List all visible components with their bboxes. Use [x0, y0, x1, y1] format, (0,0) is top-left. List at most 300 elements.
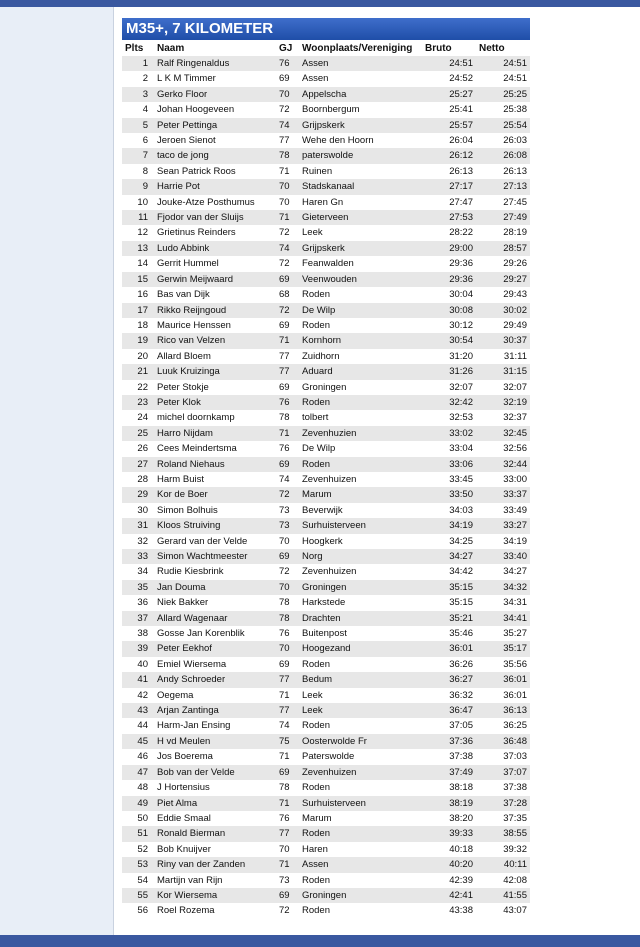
cell-plts: 7 [122, 148, 154, 163]
cell-woonplaats: Roden [299, 826, 422, 841]
cell-woonplaats: Kornhorn [299, 333, 422, 348]
cell-woonplaats: Assen [299, 71, 422, 86]
table-row [122, 718, 530, 733]
table-row [122, 611, 530, 626]
cell-bruto: 40:18 [422, 842, 476, 857]
table-row [122, 195, 530, 210]
cell-netto: 35:17 [476, 641, 530, 656]
cell-netto: 31:15 [476, 364, 530, 379]
column-header-naam: Naam [154, 40, 276, 56]
cell-gj: 71 [276, 210, 299, 225]
cell-plts: 31 [122, 518, 154, 533]
cell-naam: Kor de Boer [154, 487, 276, 502]
cell-woonplaats: Groningen [299, 580, 422, 595]
cell-netto: 38:55 [476, 826, 530, 841]
cell-naam: Gerard van der Velde [154, 534, 276, 549]
cell-woonplaats: Roden [299, 657, 422, 672]
cell-bruto: 37:38 [422, 749, 476, 764]
cell-plts: 37 [122, 611, 154, 626]
table-row [122, 595, 530, 610]
results-table-container [122, 18, 530, 919]
cell-gj: 76 [276, 56, 299, 71]
cell-bruto: 29:36 [422, 256, 476, 271]
cell-naam: Rudie Kiesbrink [154, 564, 276, 579]
table-row [122, 303, 530, 318]
cell-naam: Roel Rozema [154, 903, 276, 918]
table-row [122, 657, 530, 672]
cell-bruto: 33:45 [422, 472, 476, 487]
cell-woonplaats: Roden [299, 287, 422, 302]
table-row [122, 811, 530, 826]
cell-plts: 38 [122, 626, 154, 641]
cell-bruto: 39:33 [422, 826, 476, 841]
table-row [122, 71, 530, 86]
cell-naam: Allard Bloem [154, 349, 276, 364]
cell-netto: 32:07 [476, 380, 530, 395]
cell-netto: 29:49 [476, 318, 530, 333]
cell-plts: 47 [122, 765, 154, 780]
cell-gj: 71 [276, 426, 299, 441]
cell-bruto: 30:08 [422, 303, 476, 318]
cell-bruto: 35:15 [422, 580, 476, 595]
cell-naam: Bob van der Velde [154, 765, 276, 780]
cell-netto: 29:27 [476, 272, 530, 287]
cell-bruto: 34:27 [422, 549, 476, 564]
cell-gj: 71 [276, 333, 299, 348]
cell-plts: 15 [122, 272, 154, 287]
cell-naam: Bob Knuijver [154, 842, 276, 857]
cell-gj: 78 [276, 780, 299, 795]
cell-plts: 22 [122, 380, 154, 395]
cell-woonplaats: Roden [299, 457, 422, 472]
cell-plts: 48 [122, 780, 154, 795]
cell-bruto: 25:27 [422, 87, 476, 102]
cell-naam: Gosse Jan Korenblik [154, 626, 276, 641]
cell-plts: 11 [122, 210, 154, 225]
cell-bruto: 27:17 [422, 179, 476, 194]
cell-naam: Fjodor van der Sluijs [154, 210, 276, 225]
table-row [122, 703, 530, 718]
cell-naam: Jos Boerema [154, 749, 276, 764]
cell-plts: 27 [122, 457, 154, 472]
cell-netto: 34:32 [476, 580, 530, 595]
cell-netto: 41:55 [476, 888, 530, 903]
cell-woonplaats: Norg [299, 549, 422, 564]
cell-naam: Ronald Bierman [154, 826, 276, 841]
table-row [122, 457, 530, 472]
cell-netto: 31:11 [476, 349, 530, 364]
cell-gj: 71 [276, 688, 299, 703]
cell-gj: 78 [276, 595, 299, 610]
cell-bruto: 33:50 [422, 487, 476, 502]
cell-woonplaats: Roden [299, 873, 422, 888]
cell-woonplaats: Zevenhuzien [299, 426, 422, 441]
cell-bruto: 31:20 [422, 349, 476, 364]
cell-gj: 69 [276, 657, 299, 672]
cell-plts: 43 [122, 703, 154, 718]
cell-naam: Sean Patrick Roos [154, 164, 276, 179]
cell-naam: Gerko Floor [154, 87, 276, 102]
cell-gj: 77 [276, 703, 299, 718]
cell-gj: 69 [276, 888, 299, 903]
cell-naam: J Hortensius [154, 780, 276, 795]
cell-gj: 71 [276, 796, 299, 811]
cell-woonplaats: Roden [299, 318, 422, 333]
cell-bruto: 29:36 [422, 272, 476, 287]
cell-naam: H vd Meulen [154, 734, 276, 749]
cell-netto: 36:25 [476, 718, 530, 733]
cell-woonplaats: Harkstede [299, 595, 422, 610]
cell-plts: 32 [122, 534, 154, 549]
cell-plts: 51 [122, 826, 154, 841]
cell-gj: 72 [276, 225, 299, 240]
table-row [122, 780, 530, 795]
table-row [122, 148, 530, 163]
cell-plts: 56 [122, 903, 154, 918]
cell-naam: Luuk Kruizinga [154, 364, 276, 379]
table-row [122, 857, 530, 872]
cell-bruto: 32:53 [422, 410, 476, 425]
cell-gj: 69 [276, 765, 299, 780]
cell-plts: 5 [122, 118, 154, 133]
cell-gj: 77 [276, 349, 299, 364]
cell-netto: 26:13 [476, 164, 530, 179]
cell-bruto: 37:05 [422, 718, 476, 733]
cell-woonplaats: Wehe den Hoorn [299, 133, 422, 148]
cell-naam: Simon Wachtmeester [154, 549, 276, 564]
cell-gj: 69 [276, 71, 299, 86]
cell-woonplaats: Groningen [299, 380, 422, 395]
table-row [122, 349, 530, 364]
cell-plts: 23 [122, 395, 154, 410]
cell-bruto: 30:04 [422, 287, 476, 302]
cell-gj: 72 [276, 256, 299, 271]
table-row [122, 734, 530, 749]
cell-bruto: 30:54 [422, 333, 476, 348]
cell-bruto: 35:15 [422, 595, 476, 610]
cell-naam: Jouke-Atze Posthumus [154, 195, 276, 210]
column-header-woonplaats: Woonplaats/Vereniging [299, 40, 422, 56]
cell-woonplaats: Oosterwolde Fr [299, 734, 422, 749]
cell-plts: 10 [122, 195, 154, 210]
cell-gj: 70 [276, 641, 299, 656]
cell-plts: 46 [122, 749, 154, 764]
cell-plts: 20 [122, 349, 154, 364]
cell-gj: 72 [276, 487, 299, 502]
table-body [122, 56, 530, 919]
cell-naam: Peter Eekhof [154, 641, 276, 656]
cell-naam: Grietinus Reinders [154, 225, 276, 240]
cell-gj: 77 [276, 364, 299, 379]
cell-netto: 24:51 [476, 71, 530, 86]
table-row [122, 102, 530, 117]
cell-gj: 72 [276, 564, 299, 579]
cell-bruto: 25:41 [422, 102, 476, 117]
cell-woonplaats: Haren Gn [299, 195, 422, 210]
cell-woonplaats: Beverwijk [299, 503, 422, 518]
cell-netto: 43:07 [476, 903, 530, 918]
cell-gj: 72 [276, 102, 299, 117]
cell-naam: Andy Schroeder [154, 672, 276, 687]
cell-gj: 69 [276, 272, 299, 287]
bottom-bar [0, 935, 640, 947]
cell-plts: 28 [122, 472, 154, 487]
cell-netto: 40:11 [476, 857, 530, 872]
table-row [122, 842, 530, 857]
cell-woonplaats: De Wilp [299, 303, 422, 318]
cell-naam: Kloos Struiving [154, 518, 276, 533]
cell-plts: 24 [122, 410, 154, 425]
cell-netto: 29:43 [476, 287, 530, 302]
cell-woonplaats: Boornbergum [299, 102, 422, 117]
cell-bruto: 26:12 [422, 148, 476, 163]
table-row [122, 518, 530, 533]
column-header-gj: GJ [276, 40, 299, 56]
cell-netto: 28:19 [476, 225, 530, 240]
cell-naam: Emiel Wiersema [154, 657, 276, 672]
cell-bruto: 26:13 [422, 164, 476, 179]
table-row [122, 287, 530, 302]
cell-bruto: 34:42 [422, 564, 476, 579]
table-row [122, 903, 530, 918]
cell-plts: 54 [122, 873, 154, 888]
table-row [122, 749, 530, 764]
column-header-netto: Netto [476, 40, 530, 56]
cell-netto: 33:40 [476, 549, 530, 564]
cell-netto: 32:56 [476, 441, 530, 456]
cell-bruto: 24:51 [422, 56, 476, 71]
cell-bruto: 27:53 [422, 210, 476, 225]
cell-plts: 19 [122, 333, 154, 348]
cell-plts: 36 [122, 595, 154, 610]
cell-gj: 72 [276, 903, 299, 918]
left-pane [0, 7, 114, 935]
cell-woonplaats: Leek [299, 703, 422, 718]
table-row [122, 626, 530, 641]
cell-woonplaats: Grijpskerk [299, 118, 422, 133]
cell-woonplaats: Veenwouden [299, 272, 422, 287]
cell-woonplaats: Drachten [299, 611, 422, 626]
table-row [122, 241, 530, 256]
cell-bruto: 40:20 [422, 857, 476, 872]
cell-bruto: 24:52 [422, 71, 476, 86]
cell-netto: 34:19 [476, 534, 530, 549]
cell-naam: Gerwin Meijwaard [154, 272, 276, 287]
cell-naam: Peter Klok [154, 395, 276, 410]
cell-naam: Allard Wagenaar [154, 611, 276, 626]
table-row [122, 580, 530, 595]
table-row [122, 688, 530, 703]
cell-gj: 70 [276, 179, 299, 194]
cell-naam: Rikko Reijngoud [154, 303, 276, 318]
top-bar [0, 0, 640, 7]
table-row [122, 179, 530, 194]
cell-plts: 33 [122, 549, 154, 564]
cell-naam: michel doornkamp [154, 410, 276, 425]
cell-gj: 74 [276, 718, 299, 733]
cell-woonplaats: Zevenhuizen [299, 564, 422, 579]
cell-gj: 75 [276, 734, 299, 749]
cell-naam: Ludo Abbink [154, 241, 276, 256]
cell-bruto: 33:04 [422, 441, 476, 456]
cell-woonplaats: Assen [299, 56, 422, 71]
cell-netto: 34:31 [476, 595, 530, 610]
results-table [122, 40, 530, 919]
cell-netto: 39:32 [476, 842, 530, 857]
cell-naam: Kor Wiersema [154, 888, 276, 903]
cell-netto: 27:13 [476, 179, 530, 194]
cell-gj: 69 [276, 380, 299, 395]
table-row [122, 888, 530, 903]
table-row [122, 272, 530, 287]
cell-bruto: 33:06 [422, 457, 476, 472]
table-row [122, 426, 530, 441]
cell-gj: 76 [276, 395, 299, 410]
cell-bruto: 37:49 [422, 765, 476, 780]
cell-woonplaats: Stadskanaal [299, 179, 422, 194]
cell-netto: 33:37 [476, 487, 530, 502]
cell-bruto: 38:18 [422, 780, 476, 795]
cell-woonplaats: Roden [299, 780, 422, 795]
cell-woonplaats: Hoogezand [299, 641, 422, 656]
cell-woonplaats: Bedum [299, 672, 422, 687]
cell-bruto: 36:47 [422, 703, 476, 718]
cell-woonplaats: Marum [299, 811, 422, 826]
cell-plts: 6 [122, 133, 154, 148]
cell-netto: 37:35 [476, 811, 530, 826]
cell-gj: 71 [276, 749, 299, 764]
cell-gj: 68 [276, 287, 299, 302]
cell-naam: Ralf Ringenaldus [154, 56, 276, 71]
table-row [122, 133, 530, 148]
cell-netto: 37:03 [476, 749, 530, 764]
table-row [122, 564, 530, 579]
cell-plts: 53 [122, 857, 154, 872]
cell-plts: 55 [122, 888, 154, 903]
cell-naam: Niek Bakker [154, 595, 276, 610]
cell-naam: Bas van Dijk [154, 287, 276, 302]
cell-gj: 70 [276, 195, 299, 210]
cell-netto: 34:41 [476, 611, 530, 626]
cell-bruto: 32:07 [422, 380, 476, 395]
cell-gj: 78 [276, 611, 299, 626]
cell-naam: Maurice Henssen [154, 318, 276, 333]
table-row [122, 826, 530, 841]
cell-woonplaats: Feanwalden [299, 256, 422, 271]
table-row [122, 256, 530, 271]
cell-bruto: 25:57 [422, 118, 476, 133]
cell-woonplaats: Zevenhuizen [299, 472, 422, 487]
cell-plts: 44 [122, 718, 154, 733]
cell-plts: 50 [122, 811, 154, 826]
cell-gj: 74 [276, 472, 299, 487]
cell-naam: Cees Meindertsma [154, 441, 276, 456]
cell-woonplaats: Assen [299, 857, 422, 872]
cell-plts: 9 [122, 179, 154, 194]
cell-naam: Oegema [154, 688, 276, 703]
cell-plts: 17 [122, 303, 154, 318]
cell-gj: 76 [276, 441, 299, 456]
cell-gj: 76 [276, 811, 299, 826]
cell-netto: 37:38 [476, 780, 530, 795]
cell-woonplaats: tolbert [299, 410, 422, 425]
cell-netto: 36:01 [476, 672, 530, 687]
cell-gj: 77 [276, 826, 299, 841]
cell-woonplaats: Buitenpost [299, 626, 422, 641]
cell-naam: Piet Alma [154, 796, 276, 811]
table-row [122, 56, 530, 71]
cell-bruto: 36:27 [422, 672, 476, 687]
table-row [122, 765, 530, 780]
cell-netto: 33:49 [476, 503, 530, 518]
cell-woonplaats: Leek [299, 225, 422, 240]
cell-naam: L K M Timmer [154, 71, 276, 86]
cell-naam: Peter Pettinga [154, 118, 276, 133]
table-row [122, 164, 530, 179]
cell-gj: 76 [276, 626, 299, 641]
cell-naam: Eddie Smaal [154, 811, 276, 826]
cell-woonplaats: Roden [299, 718, 422, 733]
cell-bruto: 28:22 [422, 225, 476, 240]
cell-netto: 25:54 [476, 118, 530, 133]
cell-woonplaats: De Wilp [299, 441, 422, 456]
cell-gj: 72 [276, 303, 299, 318]
cell-woonplaats: Zevenhuizen [299, 765, 422, 780]
cell-naam: Rico van Velzen [154, 333, 276, 348]
table-row [122, 549, 530, 564]
cell-netto: 34:27 [476, 564, 530, 579]
cell-netto: 30:02 [476, 303, 530, 318]
cell-bruto: 38:19 [422, 796, 476, 811]
cell-netto: 35:27 [476, 626, 530, 641]
cell-naam: Simon Bolhuis [154, 503, 276, 518]
cell-bruto: 42:41 [422, 888, 476, 903]
cell-plts: 8 [122, 164, 154, 179]
cell-bruto: 34:25 [422, 534, 476, 549]
table-row [122, 796, 530, 811]
table-row [122, 364, 530, 379]
cell-plts: 16 [122, 287, 154, 302]
cell-woonplaats: Surhuisterveen [299, 796, 422, 811]
cell-woonplaats: Appelscha [299, 87, 422, 102]
cell-netto: 33:00 [476, 472, 530, 487]
cell-netto: 36:13 [476, 703, 530, 718]
cell-bruto: 32:42 [422, 395, 476, 410]
table-row [122, 333, 530, 348]
cell-plts: 40 [122, 657, 154, 672]
cell-bruto: 36:32 [422, 688, 476, 703]
cell-netto: 27:45 [476, 195, 530, 210]
cell-gj: 70 [276, 87, 299, 102]
cell-woonplaats: Aduard [299, 364, 422, 379]
cell-woonplaats: Groningen [299, 888, 422, 903]
cell-woonplaats: Zuidhorn [299, 349, 422, 364]
table-row [122, 441, 530, 456]
cell-netto: 26:03 [476, 133, 530, 148]
cell-plts: 21 [122, 364, 154, 379]
cell-plts: 25 [122, 426, 154, 441]
cell-gj: 70 [276, 842, 299, 857]
cell-woonplaats: Roden [299, 903, 422, 918]
cell-woonplaats: Leek [299, 688, 422, 703]
cell-gj: 78 [276, 410, 299, 425]
cell-netto: 37:28 [476, 796, 530, 811]
cell-plts: 52 [122, 842, 154, 857]
cell-plts: 2 [122, 71, 154, 86]
cell-bruto: 38:20 [422, 811, 476, 826]
cell-bruto: 29:00 [422, 241, 476, 256]
cell-netto: 42:08 [476, 873, 530, 888]
